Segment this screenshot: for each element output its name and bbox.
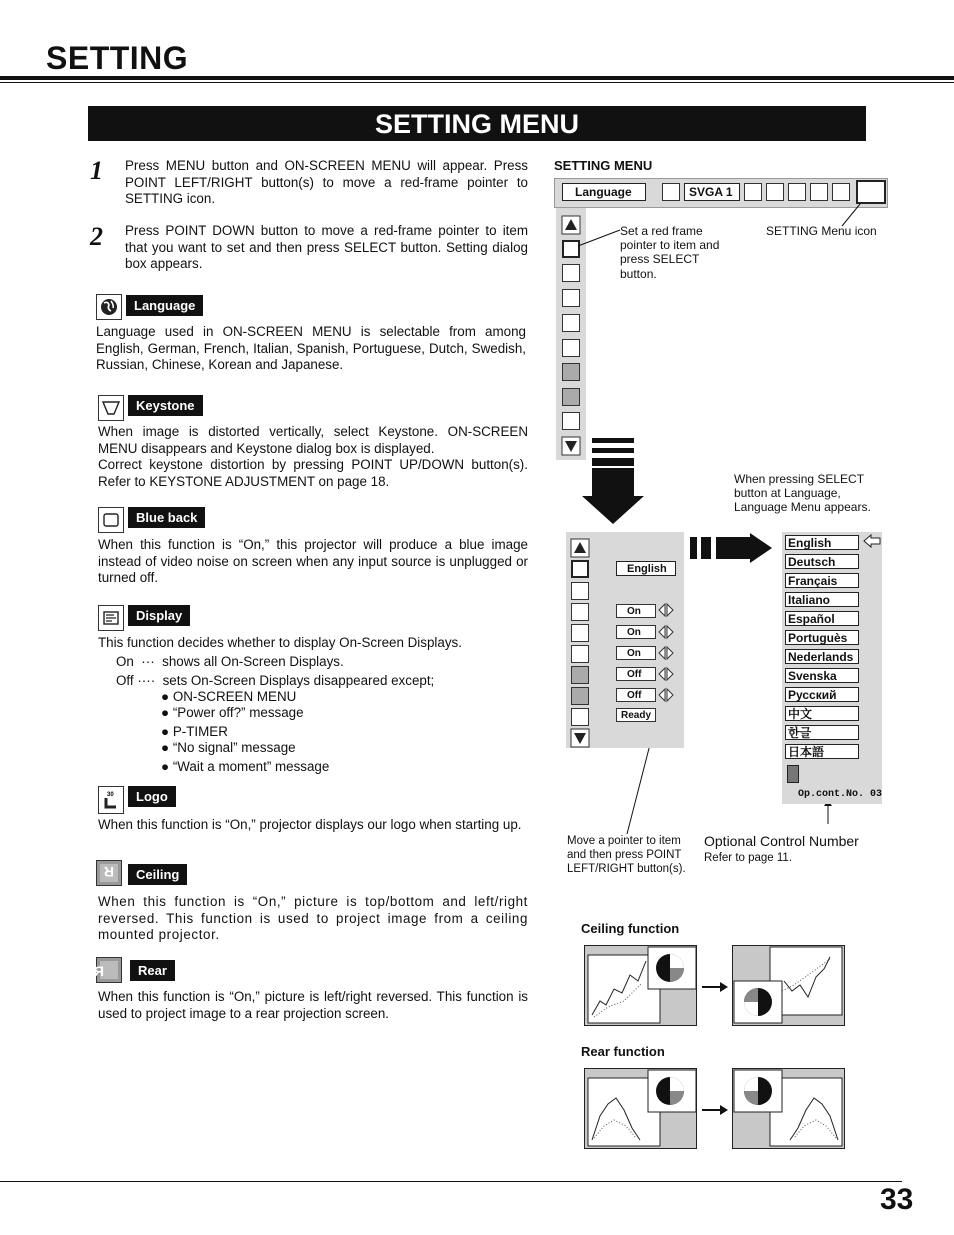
rear-function-title: Rear function [581,1044,665,1059]
display-on-line: On ··· shows all On-Screen Displays. [116,654,344,669]
lang-option[interactable]: Français [785,573,859,588]
step-number: 2 [90,222,103,251]
down-arrow-icon [582,438,644,529]
blueback-value[interactable]: On [616,604,656,618]
ceiling-function-title: Ceiling function [581,921,680,936]
adjust-arrows[interactable] [656,602,676,706]
step-text: Press POINT DOWN button to move a red-frame pointer to item that you want to set and then press SELECT button. Setting dialog box appears. [125,223,528,271]
bullet-text: “Power off?” message [172,705,304,720]
display-icon[interactable] [571,624,589,642]
bullet-text: “Wait a moment” message [172,759,330,774]
language-text: Language used in ON-SCREEN MENU is selectable from among English, German, French, Italian, Spanish, Portuguese, Dutch, Swedish, Russian, Chinese, Korean and Japanese. [96,324,526,372]
rear-text: When this function is “On,” picture is left/right reversed. This function is used to project image to a rear projection screen. [98,989,528,1021]
lang-option[interactable]: Svenska [785,668,859,683]
section-title: SETTING [46,40,189,76]
bullet-item: ● “Wait a moment” message [161,759,330,774]
lang-option[interactable]: Español [785,611,859,626]
logo-value[interactable]: On [616,646,656,660]
mode-select[interactable]: SVGA 1 [684,183,740,201]
ceiling-after-image [732,945,846,1032]
bullet-text: ON-SCREEN MENU [172,689,297,704]
right-arrow-icon [690,533,774,568]
rear-icon[interactable] [571,687,589,705]
blueback-icon[interactable] [571,603,589,621]
globe-icon[interactable] [571,560,589,578]
svg-text:R: R [93,963,104,979]
arrow-down-icon[interactable] [571,729,589,752]
source-select[interactable]: Language [562,183,646,201]
rear-after-image [732,1068,846,1155]
footer-rule [0,1181,902,1182]
display-value[interactable]: On [616,625,656,639]
ceiling-text: When this function is “On,” picture is top/bottom and left/right reversed. This function is used to project image from a ceiling mounted projector. [98,894,528,942]
callout-select: When pressing SELECT button at Language, Language Menu appears. [734,472,871,515]
exit-icon[interactable] [787,765,799,783]
banner-title: SETTING MENU [88,106,866,141]
callout-setting-icon: SETTING Menu icon [766,224,877,238]
bullet-item: ● “No signal” message [161,740,296,755]
blueback-label: Blue back [128,507,205,528]
ceiling-before-image [584,945,698,1032]
display-label: Display [128,605,190,626]
rear-label: Rear [130,960,175,981]
bullet-text: P-TIMER [172,724,228,739]
logo-text: When this function is “On,” projector displays our logo when starting up. [98,817,522,832]
lang-option[interactable]: 日本語 [785,744,859,759]
optional-control-title: Optional Control Number [704,833,859,849]
page-number: 33 [880,1183,914,1216]
keystone-icon[interactable] [571,582,589,600]
step-number: 1 [90,156,103,185]
lang-option[interactable]: Русский [785,687,859,702]
lang-option[interactable]: 中文 [785,706,859,721]
op-cont-no: Op.cont.No. 03 [798,789,883,800]
step-text: Press MENU button and ON-SCREEN MENU will appear. Press POINT LEFT/RIGHT button(s) to move a red-frame pointer to SETTING icon. [125,158,528,206]
keystone-label: Keystone [128,395,203,416]
language-value[interactable]: English [616,561,676,576]
lang-option[interactable]: Italiano [785,592,859,607]
lang-option[interactable]: Deutsch [785,554,859,569]
logo-icon[interactable] [571,645,589,663]
bullet-item: ● P-TIMER [161,724,228,739]
callout-set-frame: Set a red frame pointer to item and press SELECT button. [620,224,720,281]
rear-value[interactable]: Off [616,688,656,702]
svg-text:30: 30 [107,792,114,798]
lang-option[interactable]: 한글 [785,725,859,740]
keystone-text: When image is distorted vertically, select Keystone. ON-SCREEN MENU disappears and Keystone dialog box is displayed. Correct keystone distortion by pressing POINT UP/DOWN button(s). Refer to KEYSTONE ADJUSTMENT on page 18. [98,424,528,489]
display-off-line: Off ···· sets On-Screen Displays disappeared except; [116,673,435,688]
svg-text:R: R [103,864,114,880]
arrow-icon [702,1103,728,1121]
rear-before-image [584,1068,698,1155]
arrow-icon [702,980,728,998]
lamp-value: Ready [616,708,656,722]
callout-move: Move a pointer to item and then press POINT LEFT/RIGHT button(s). [567,835,686,876]
ceiling-label: Ceiling [128,864,187,885]
lang-option[interactable]: Portuguès [785,630,859,645]
bullet-item: ● “Power off?” message [161,705,304,720]
arrow-up-icon[interactable] [571,539,589,562]
bullet-text: “No signal” message [172,740,296,755]
figure-title: SETTING MENU [554,158,653,173]
pointer-arrow-icon [863,534,881,553]
language-label: Language [126,295,203,316]
logo-label: Logo [128,786,176,807]
optional-control-ref: Refer to page 11. [704,852,793,864]
lang-option[interactable]: Nederlands [785,649,859,664]
ceiling-icon[interactable] [571,666,589,684]
display-text: This function decides whether to display On-Screen Displays. [98,635,462,650]
blueback-text: When this function is “On,” this projector will produce a blue image instead of video noise on screen when any input source is unplugged or turned off. [98,537,528,585]
lamp-icon[interactable] [571,708,589,726]
lang-option[interactable]: English [785,535,859,550]
ceiling-value[interactable]: Off [616,667,656,681]
bullet-item: ● ON-SCREEN MENU [161,689,297,704]
